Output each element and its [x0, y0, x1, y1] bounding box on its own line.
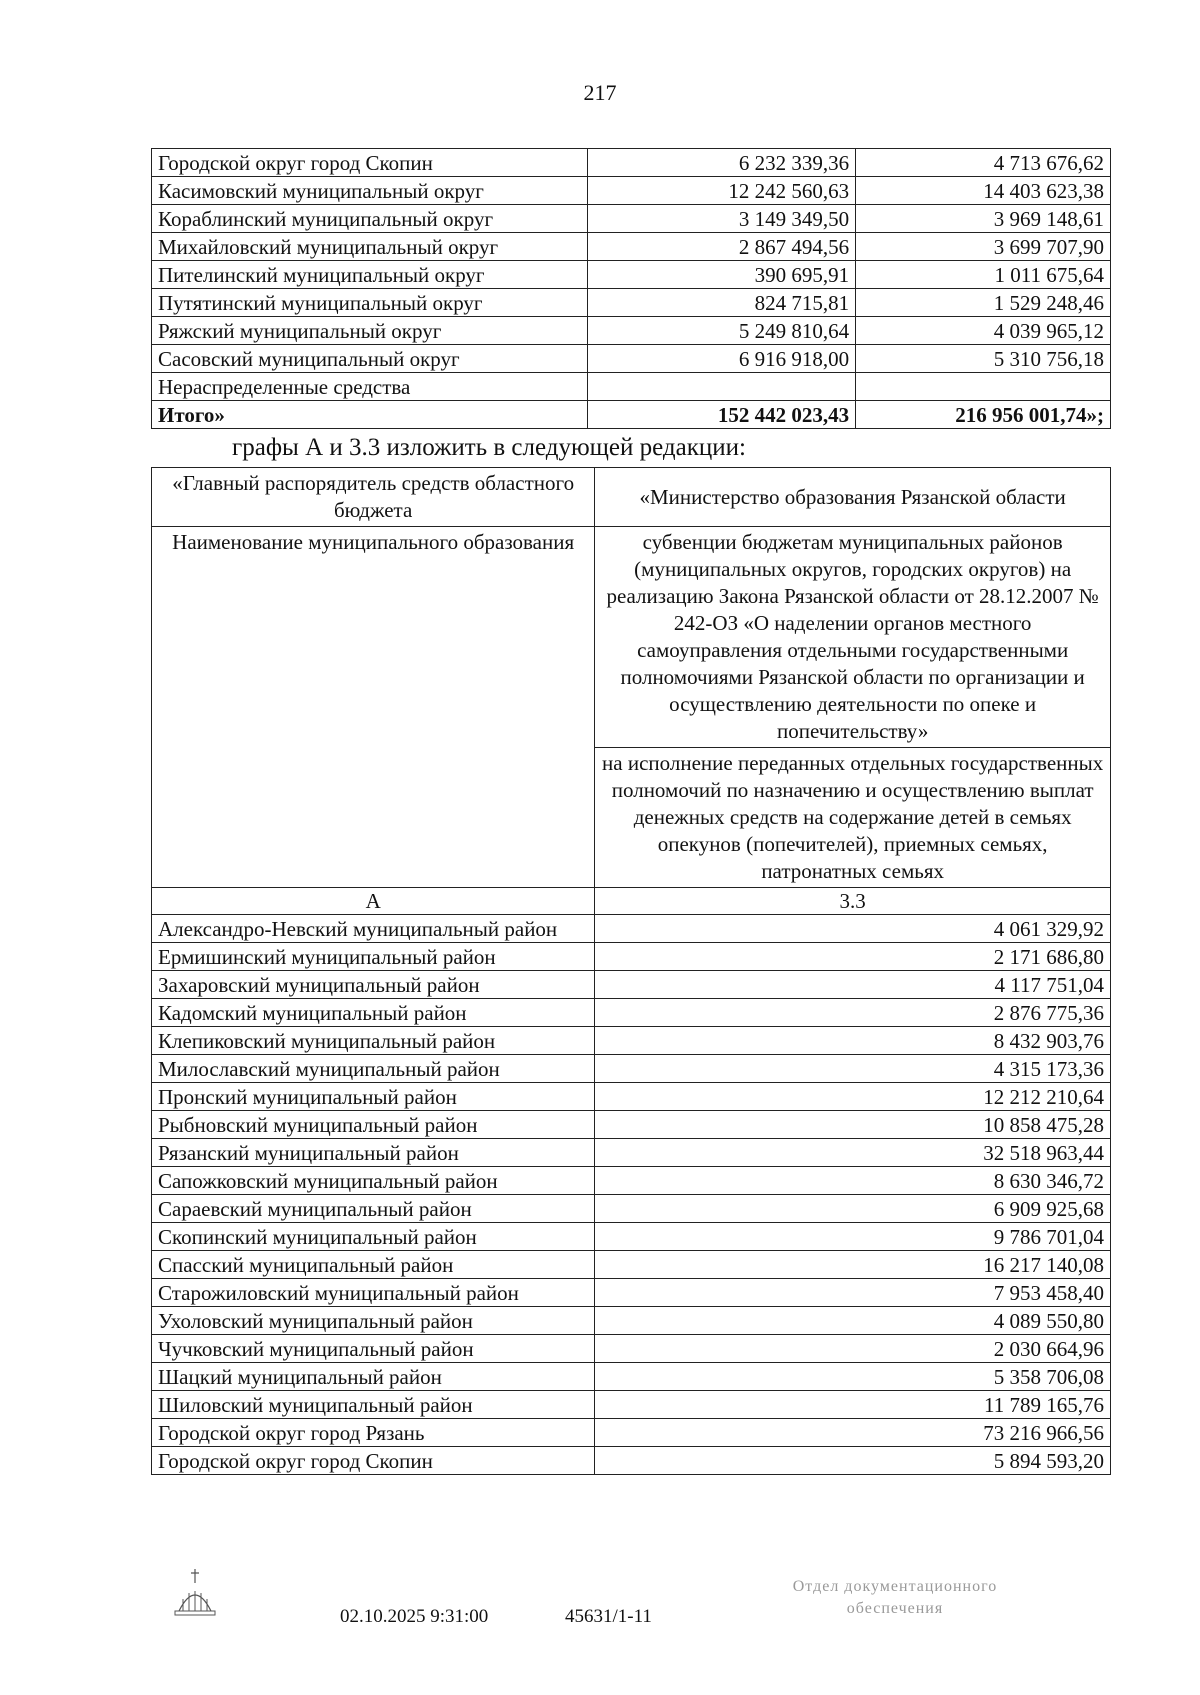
subvention-amount: 73 216 966,56 — [595, 1419, 1111, 1447]
header-right: «Министерство образования Рязанской области — [595, 468, 1111, 527]
table-row — [152, 233, 1111, 261]
value-col-1: 824 715,81 — [587, 289, 855, 317]
subvention-amount: 4 315 173,36 — [595, 1055, 1111, 1083]
header-left: «Главный распорядитель средств областного бюджета — [152, 468, 595, 527]
subvention-amount: 2 876 775,36 — [595, 999, 1111, 1027]
municipality-name: Старожиловский муниципальный район — [152, 1279, 595, 1307]
subvention-amount: 2 171 686,80 — [595, 943, 1111, 971]
subvention-description: субвенции бюджетам муниципальных районов (муниципальных округов, городских округов) на реализацию Закона Рязанской области от 28.12.2007 № 242-ОЗ «О наделении органов местного самоуправления отдельными государственными полномочиями Рязанской области по организации и осуществлению деятельности по опеке и попечительству» — [595, 527, 1111, 748]
table-row — [152, 915, 1111, 943]
value-col-1: 3 149 349,50 — [587, 205, 855, 233]
purpose-description: на исполнение переданных отдельных государственных полномочий по назначению и осуществлению выплат денежных средств на содержание детей в семьях опекунов (попечителей), приемных семьях, патронатных семьях — [595, 748, 1111, 888]
value-col-2 — [856, 373, 1111, 401]
municipality-name: Ряжский муниципальный округ — [152, 317, 588, 345]
table-row — [152, 373, 1111, 401]
column-label-3-3: 3.3 — [595, 888, 1111, 915]
subvention-amount: 6 909 925,68 — [595, 1195, 1111, 1223]
subvention-amount: 5 358 706,08 — [595, 1363, 1111, 1391]
municipality-name: Захаровский муниципальный район — [152, 971, 595, 999]
subvention-amount: 2 030 664,96 — [595, 1335, 1111, 1363]
table-row — [152, 999, 1111, 1027]
page-number: 217 — [583, 80, 617, 105]
table-row — [152, 1167, 1111, 1195]
value-col-2: 3 699 707,90 — [856, 233, 1111, 261]
municipality-name: Городской округ город Скопин — [152, 149, 588, 177]
table-row — [152, 1307, 1111, 1335]
table-row — [152, 1279, 1111, 1307]
municipality-name: Сараевский муниципальный район — [152, 1195, 595, 1223]
edit-instruction: графы А и 3.3 изложить в следующей редакции: — [232, 434, 746, 461]
subvention-amount: 4 061 329,92 — [595, 915, 1111, 943]
table-row — [152, 177, 1111, 205]
municipality-name: Сасовский муниципальный округ — [152, 345, 588, 373]
table-row — [152, 1391, 1111, 1419]
subvention-amount: 7 953 458,40 — [595, 1279, 1111, 1307]
table-row — [152, 205, 1111, 233]
municipality-name: Сапожковский муниципальный район — [152, 1167, 595, 1195]
table-row — [152, 1223, 1111, 1251]
subvention-amount: 11 789 165,76 — [595, 1391, 1111, 1419]
stamp-line-1: Отдел документационного — [792, 1578, 998, 1595]
municipality-name: Шиловский муниципальный район — [152, 1391, 595, 1419]
municipality-name: Шацкий муниципальный район — [152, 1363, 595, 1391]
value-col-2: 4 039 965,12 — [856, 317, 1111, 345]
table-row — [152, 1195, 1111, 1223]
subvention-amount: 4 089 550,80 — [595, 1307, 1111, 1335]
value-col-2: 5 310 756,18 — [856, 345, 1111, 373]
municipality-name: Михайловский муниципальный округ — [152, 233, 588, 261]
duma-logo — [165, 1565, 225, 1625]
table-row — [152, 1139, 1111, 1167]
value-col-1: 6 916 918,00 — [587, 345, 855, 373]
municipality-name: Скопинский муниципальный район — [152, 1223, 595, 1251]
total-value-1: 152 442 023,43 — [587, 401, 855, 429]
municipality-name: Городской округ город Рязань — [152, 1419, 595, 1447]
table-row — [152, 345, 1111, 373]
value-col-2: 3 969 148,61 — [856, 205, 1111, 233]
municipality-name: Спасский муниципальный район — [152, 1251, 595, 1279]
value-col-2: 1 011 675,64 — [856, 261, 1111, 289]
table-row — [152, 1055, 1111, 1083]
municipality-name: Пителинский муниципальный округ — [152, 261, 588, 289]
value-col-1: 6 232 339,36 — [587, 149, 855, 177]
subvention-amount: 16 217 140,08 — [595, 1251, 1111, 1279]
table-row — [152, 289, 1111, 317]
municipality-name: Кораблинский муниципальный округ — [152, 205, 588, 233]
total-value-2: 216 956 001,74»; — [856, 401, 1111, 429]
footer-datetime: 02.10.2025 9:31:00 — [340, 1606, 489, 1627]
subvention-amount: 5 894 593,20 — [595, 1447, 1111, 1475]
municipality-name: Путятинский муниципальный округ — [152, 289, 588, 317]
value-col-1: 12 242 560,63 — [587, 177, 855, 205]
footer-doc-number: 45631/1-11 — [565, 1606, 652, 1627]
subvention-amount: 9 786 701,04 — [595, 1223, 1111, 1251]
municipality-name: Нераспределенные средства — [152, 373, 588, 401]
municipality-name: Городской округ город Скопин — [152, 1447, 595, 1475]
table-row — [152, 1251, 1111, 1279]
municipality-name: Кадомский муниципальный район — [152, 999, 595, 1027]
municipality-name: Клепиковский муниципальный район — [152, 1027, 595, 1055]
table-row — [152, 261, 1111, 289]
municipality-name: Касимовский муниципальный округ — [152, 177, 588, 205]
municipality-name: Рыбновский муниципальный район — [152, 1111, 595, 1139]
table-row — [152, 971, 1111, 999]
value-col-1: 2 867 494,56 — [587, 233, 855, 261]
value-col-2: 4 713 676,62 — [856, 149, 1111, 177]
value-col-1 — [587, 373, 855, 401]
column-label-a: А — [152, 888, 595, 915]
subvention-amount: 12 212 210,64 — [595, 1083, 1111, 1111]
municipality-name: Александро-Невский муниципальный район — [152, 915, 595, 943]
subvention-amount: 8 630 346,72 — [595, 1167, 1111, 1195]
table-row — [152, 1335, 1111, 1363]
municipality-name: Ермишинский муниципальный район — [152, 943, 595, 971]
total-label: Итого» — [152, 401, 588, 429]
municipality-name: Чучковский муниципальный район — [152, 1335, 595, 1363]
subvention-amount: 32 518 963,44 — [595, 1139, 1111, 1167]
subvention-amount: 8 432 903,76 — [595, 1027, 1111, 1055]
total-row — [152, 401, 1111, 429]
value-col-1: 5 249 810,64 — [587, 317, 855, 345]
table-row — [152, 317, 1111, 345]
stamp-line-2: обеспечения — [846, 1600, 944, 1617]
subvention-amount: 10 858 475,28 — [595, 1111, 1111, 1139]
table-row — [152, 943, 1111, 971]
municipality-name: Ухоловский муниципальный район — [152, 1307, 595, 1335]
table-row — [152, 1447, 1111, 1475]
value-col-1: 390 695,91 — [587, 261, 855, 289]
municipality-name: Пронский муниципальный район — [152, 1083, 595, 1111]
municipality-name: Рязанский муниципальный район — [152, 1139, 595, 1167]
subvention-amount: 4 117 751,04 — [595, 971, 1111, 999]
value-col-2: 1 529 248,46 — [856, 289, 1111, 317]
table-row — [152, 1083, 1111, 1111]
value-col-2: 14 403 623,38 — [856, 177, 1111, 205]
allocation-table-continued — [151, 148, 1111, 429]
department-stamp — [740, 1576, 1050, 1620]
table-row — [152, 149, 1111, 177]
municipality-name: Милославский муниципальный район — [152, 1055, 595, 1083]
subvention-table — [151, 467, 1111, 1475]
name-header: Наименование муниципального образования — [152, 527, 595, 888]
table-row — [152, 1419, 1111, 1447]
table-row — [152, 1363, 1111, 1391]
table-row — [152, 1111, 1111, 1139]
table-row — [152, 1027, 1111, 1055]
